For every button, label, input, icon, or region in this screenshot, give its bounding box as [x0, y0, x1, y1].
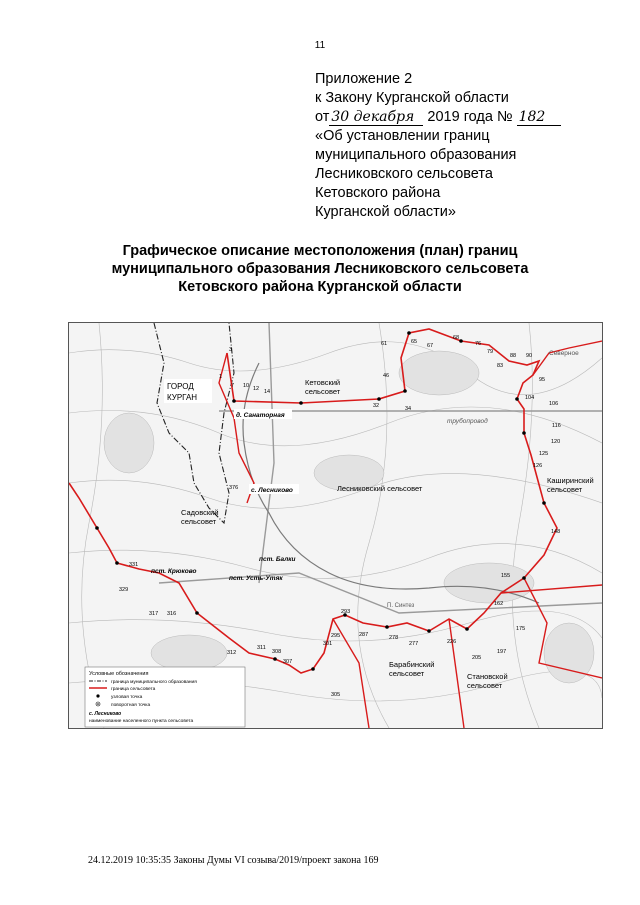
point-label: 278: [389, 635, 399, 641]
label-ketovsky-1: Кетовский: [305, 378, 341, 387]
point-label: 46: [383, 373, 390, 379]
point-label: 287: [359, 632, 369, 638]
map-legend: [85, 667, 245, 727]
point-label: 106: [549, 401, 559, 407]
legend-title: Условные обозначения: [89, 671, 149, 677]
point-label: 126: [533, 463, 543, 469]
document-title: [40, 242, 600, 296]
point-label: 155: [501, 573, 511, 579]
city-label-kurgan: КУРГАН: [167, 393, 198, 402]
point-label: 125: [539, 451, 549, 457]
point-label: 148: [551, 529, 561, 535]
point-label: 116: [552, 423, 561, 429]
point-label: 7: [231, 383, 235, 389]
title-line-1: Графическое описание местоположения (план) границ: [122, 243, 518, 259]
point-label: 317: [149, 611, 159, 617]
label-lesnikovsky: Лесниковский сельсовет: [337, 484, 423, 493]
point-label: 312: [227, 650, 237, 656]
point-label: 34: [405, 406, 412, 412]
label-truboprovod: трубопровод: [447, 418, 488, 425]
place-labels: [151, 350, 594, 690]
legend-settlement-desc: наименование населенного пункта сельсовета: [89, 719, 194, 724]
point-label: 14: [264, 389, 271, 395]
city-label-gorod: ГОРОД: [167, 382, 194, 391]
point-label: 61: [381, 341, 388, 347]
point-label: 277: [409, 641, 419, 647]
label-ketovsky-2: сельсовет: [305, 387, 341, 396]
appendix-line-2: к Закону Курганской области: [315, 90, 509, 106]
point-label: 3: [229, 347, 233, 353]
point-label: 329: [119, 587, 129, 593]
label-barabinsky-1: Барабинский: [389, 660, 435, 669]
legend-turn-point: поворотная точка: [111, 703, 151, 708]
handwritten-number: 182: [517, 110, 561, 126]
point-label: 175: [516, 626, 526, 632]
council-boundary-north: [533, 341, 602, 375]
legend-city-boundary: граница муниципального образования: [111, 680, 197, 685]
point-label: 76: [475, 341, 482, 347]
point-label: 65: [411, 339, 418, 345]
point-label: 331: [129, 562, 139, 568]
handwritten-date: 30 декабря: [329, 110, 423, 126]
legend-council-boundary: граница сельсовета: [111, 687, 156, 692]
point-label: 90: [526, 353, 533, 359]
point-label: 79: [487, 349, 494, 355]
title-line-3: Кетовского района Курганской области: [178, 279, 462, 295]
legend-node-point: узловая точка: [111, 695, 143, 700]
point-label: 205: [472, 655, 482, 661]
point-label: 305: [331, 692, 341, 698]
label-sintez: П. Синтез: [387, 603, 415, 609]
label-stanovskoy-2: сельсовет: [467, 681, 503, 690]
map-svg: [69, 323, 602, 728]
point-label: 307: [283, 659, 293, 665]
point-label: 104: [525, 395, 535, 401]
label-kashirinsky-2: сельсовет: [547, 485, 583, 494]
point-label: 1: [219, 374, 223, 380]
label-balki: пст. Балки: [259, 556, 296, 563]
point-label: 88: [510, 353, 517, 359]
label-severnoe: Северное: [549, 350, 579, 357]
label-sanatornaya: д. Санаторная: [236, 412, 285, 419]
point-label: 10: [243, 383, 250, 389]
point-label: 376: [229, 485, 239, 491]
appendix-line-7: Кетовского района: [315, 185, 441, 201]
appendix-line-5: муниципального образования: [315, 147, 517, 163]
point-label: 120: [551, 439, 561, 445]
point-label: 301: [323, 641, 333, 647]
point-label: 308: [272, 649, 282, 655]
appendix-block: [315, 70, 585, 222]
point-label: 293: [341, 609, 351, 615]
point-label: 67: [427, 343, 434, 349]
appendix-line-8: Курганской области»: [315, 204, 456, 220]
label-lesnikovo: с. Лесниково: [251, 487, 293, 494]
label-barabinsky-2: сельсовет: [389, 669, 425, 678]
appendix-year-text: 2019 года №: [427, 109, 513, 125]
document-footer: 24.12.2019 10:35:35 Законы Думы VI созыва/2019/проект закона 169: [88, 855, 379, 866]
legend-settlement-example: с. Лесниково: [89, 711, 122, 717]
appendix-line-6: Лесниковского сельсовета: [315, 166, 493, 182]
boundary-map: [68, 322, 603, 729]
appendix-line-1: Приложение 2: [315, 71, 413, 87]
point-label: 162: [494, 601, 504, 607]
point-label: 226: [447, 639, 457, 645]
point-label: 12: [253, 386, 260, 392]
label-sadovsky-2: сельсовет: [181, 517, 217, 526]
appendix-line-4: «Об установлении границ: [315, 128, 490, 144]
title-line-2: муниципального образования Лесниковского сельсовета: [111, 261, 529, 277]
point-label: 197: [497, 649, 507, 655]
appendix-date-line: [315, 108, 585, 127]
point-label: 32: [373, 403, 380, 409]
point-label: 295: [331, 633, 341, 639]
label-kashirinsky-1: Каширинский: [547, 476, 594, 485]
label-ust-utyak: пст. Усть-Утяк: [229, 575, 283, 582]
point-label: 311: [257, 645, 266, 651]
point-label: 316: [167, 611, 177, 617]
point-label: 95: [539, 377, 546, 383]
label-stanovskoy-1: Становской: [467, 672, 508, 681]
point-label: 83: [497, 363, 504, 369]
label-sadovsky-1: Садовский: [181, 508, 219, 517]
appendix-from-prefix: от: [315, 109, 330, 125]
point-label: 68: [453, 335, 460, 341]
label-kryukovo: пст. Крюково: [151, 568, 197, 575]
council-boundary-inner: [219, 353, 254, 503]
page-number: 11: [314, 40, 326, 51]
